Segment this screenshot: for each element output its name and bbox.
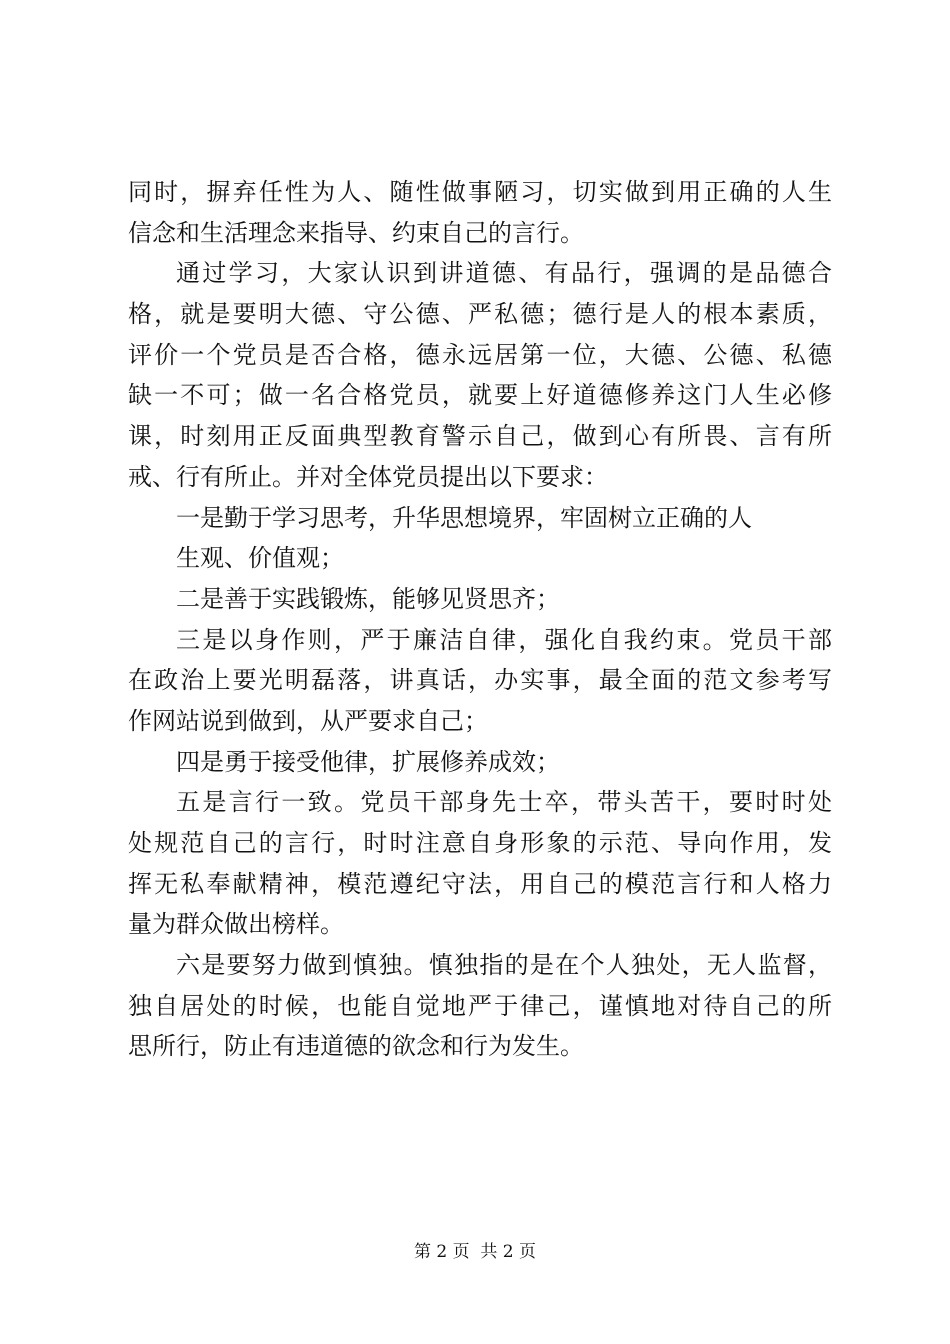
text-line: 通过学习，大家认识到讲道德、有品行，强调的是品德合 bbox=[176, 259, 832, 288]
text-line: 评价一个党员是否合格，德永远居第一位，大德、公德、私德 bbox=[128, 340, 832, 369]
text-line: 戒、行有所止。并对全体党员提出以下要求： bbox=[128, 462, 608, 491]
text-line: 处规范自己的言行，时时注意自身形象的示范、导向作用，发 bbox=[128, 829, 832, 857]
text-line: 三是以身作则，严于廉洁自律，强化自我约束。党员干部 bbox=[176, 625, 832, 654]
text-line: 同时，摒弃任性为人、随性做事陋习，切实做到用正确的人生 bbox=[128, 178, 832, 206]
text-line: 五是言行一致。党员干部身先士卒，带头苦干，要时时处 bbox=[176, 788, 832, 817]
text-line: 四是勇于接受他律，扩展修养成效； bbox=[176, 747, 560, 776]
text-line: 在政治上要光明磊落，讲真话，办实事，最全面的范文参考写 bbox=[128, 666, 832, 695]
page-footer: 第 2 页 共 2 页 bbox=[413, 1242, 537, 1262]
text-line: 独自居处的时候，也能自觉地严于律己，谨慎地对待自己的所 bbox=[128, 991, 832, 1020]
text-line: 量为群众做出榜样。 bbox=[128, 910, 344, 939]
text-line: 格，就是要明大德、守公德、严私德；德行是人的根本素质， bbox=[128, 300, 832, 329]
text-line: 信念和生活理念来指导、约束自己的言行。 bbox=[128, 218, 584, 247]
text-line: 二是善于实践锻炼，能够见贤思齐； bbox=[176, 584, 560, 613]
text-line: 缺一不可；做一名合格党员，就要上好道德修养这门人生必修 bbox=[128, 381, 832, 410]
text-line: 一是勤于学习思考，升华思想境界，牢固树立正确的人 bbox=[176, 503, 752, 532]
text-line: 课，时刻用正反面典型教育警示自己，做到心有所畏、言有所 bbox=[128, 422, 832, 451]
text-line: 作网站说到做到，从严要求自己； bbox=[128, 706, 488, 735]
text-line: 生观、价值观； bbox=[176, 544, 344, 573]
body-text bbox=[128, 172, 832, 1067]
text-line: 思所行，防止有违道德的欲念和行为发生。 bbox=[128, 1032, 584, 1061]
text-line: 挥无私奉献精神，模范遵纪守法，用自己的模范言行和人格力 bbox=[128, 869, 832, 898]
text-line: 六是要努力做到慎独。慎独指的是在个人独处，无人监督， bbox=[176, 951, 832, 980]
